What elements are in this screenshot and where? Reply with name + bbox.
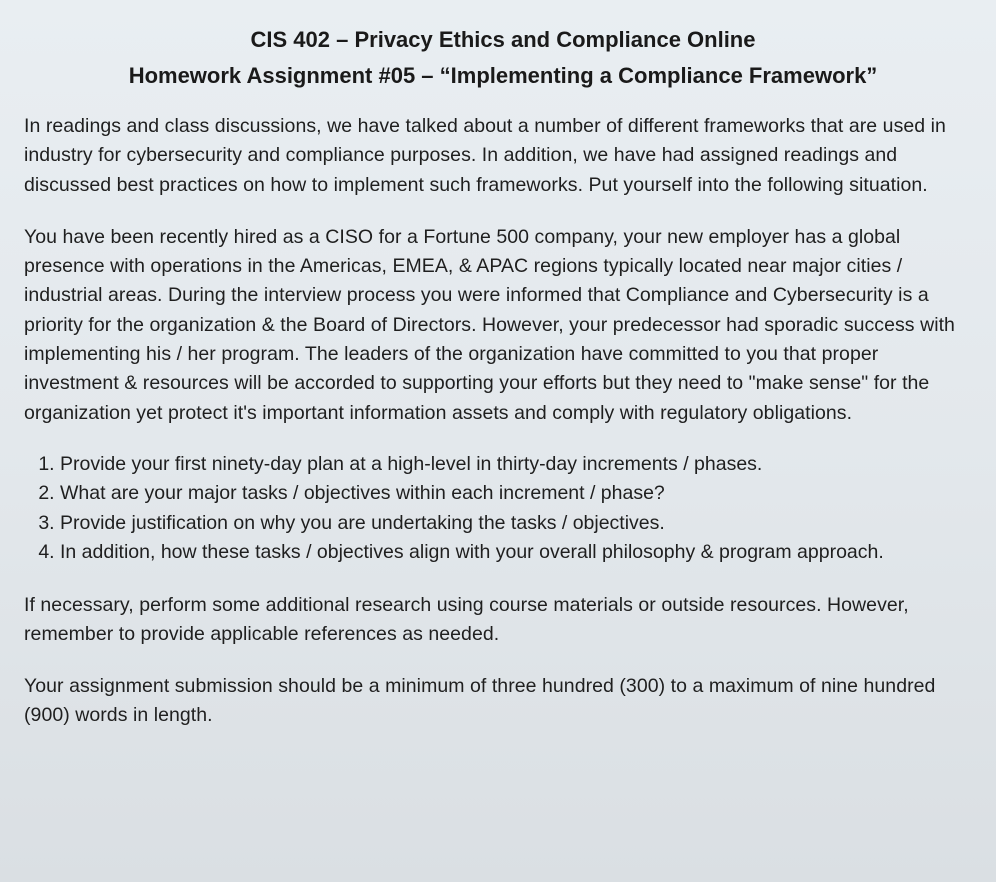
research-paragraph: If necessary, perform some additional research using course materials or outside resources. However, remember to provide applicable references as needed. (24, 594, 909, 646)
task-list (24, 450, 960, 567)
list-item: 3. Provide justification on why you are undertaking the tasks / objectives. (60, 509, 960, 538)
list-item: 1. Provide your first ninety-day plan at a high-level in thirty-day increments / phases. (60, 450, 960, 479)
assignment-title: Homework Assignment #05 – “Implementing a Compliance Framework” (128, 63, 878, 88)
intro-paragraph: In readings and class discussions, we have talked about a number of different frameworks that are used in industry for cybersecurity and compliance purposes. In addition, we have had assigned readings and discussed best practices on how to implement such frameworks. Put yourself into the following situation. (24, 115, 946, 196)
list-item: 2. What are your major tasks / objectives within each increment / phase? (60, 479, 960, 508)
list-item: 4. In addition, how these tasks / objectives align with your overall philosophy & program approach. (60, 538, 960, 567)
length-requirement-paragraph: Your assignment submission should be a minimum of three hundred (300) to a maximum of nine hundred (900) words in length. (24, 674, 936, 727)
course-title: CIS 402 – Privacy Ethics and Compliance Online (250, 27, 756, 52)
scenario-paragraph: You have been recently hired as a CISO for a Fortune 500 company, your new employer has a global presence with operations in the Americas, EMEA, & APAC regions typically located near major cities / industrial areas. During the interview process you were informed that Compliance and Cybersecurity is a priority for the organization & the Board of Directors. However, your predecessor had sporadic success with implementing his / her program. The leaders of the organization have committed to you that proper investment & resources will be accorded to supporting your efforts but they need to "make sense" for the organization yet protect it's important information assets and comply with regulatory obligations. (24, 225, 955, 424)
